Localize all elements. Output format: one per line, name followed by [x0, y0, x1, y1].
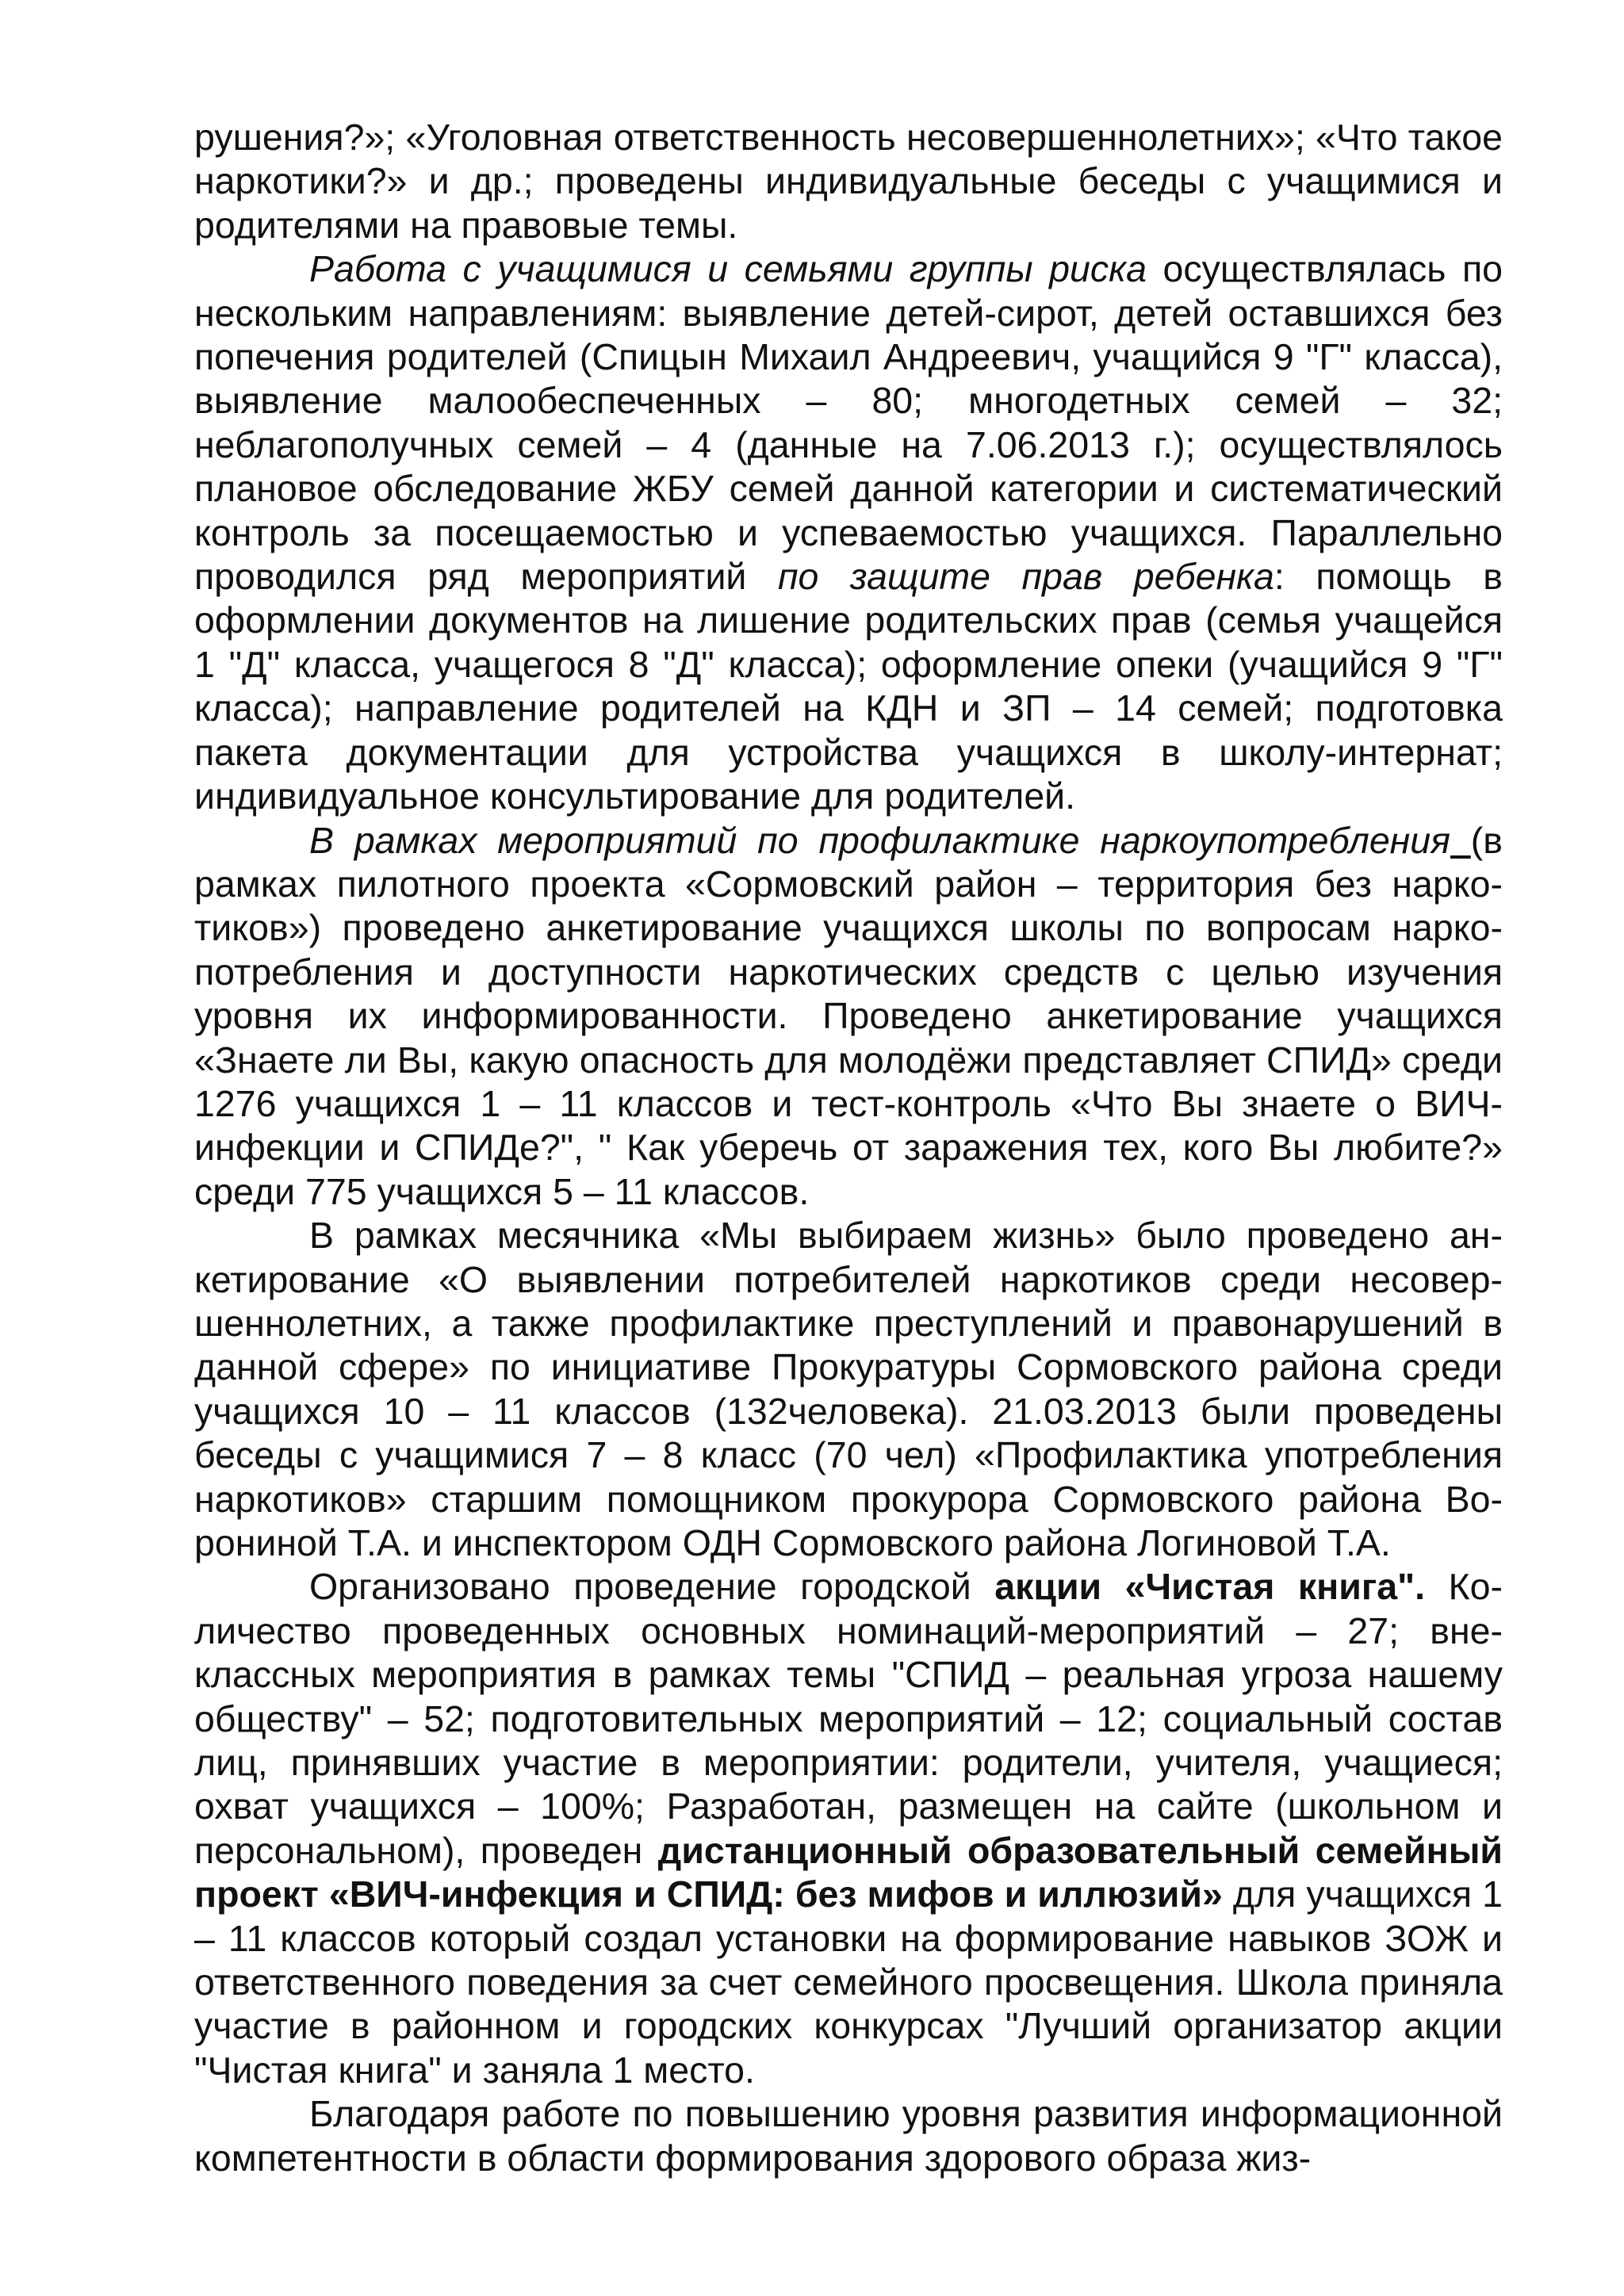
paragraph-3-text: (в рамках пилотного проекта «Сормовский район – территория без наркотиков») проведено анкетирование учащихся школы по вопросам наркопотребления и доступности наркотических средств с целью изучения уровня их информированности. Проведено анкетирование учащихся «Знаете ли Вы, какую опасность для молодёжи представляет СПИД» среди 1276 учащихся 1 – 11 классов и тест-контроль «Что Вы знаете о ВИЧ-инфекции и СПИДе?", " Как уберечь от заражения тех, кого Вы любите?» среди 775 учащихся 5 – 11 классов. [194, 819, 1503, 1212]
paragraph-5-bold-project-name: дистанционный образовательный семейный проект «ВИЧ-инфекция и СПИД: без мифов и иллюзий» [194, 1829, 1503, 1915]
paragraph-3 [194, 819, 1503, 1215]
paragraph-5-bold-action-name: акции «Чистая книга". [994, 1566, 1426, 1608]
paragraph-2-italic-phrase: по защите прав ребенка [777, 556, 1274, 598]
paragraph-2-italic-heading: Работа с учащимися и семьями группы риска [309, 248, 1147, 290]
paragraph-3-underlined-space [1450, 820, 1471, 861]
paragraph-2 [194, 247, 1503, 818]
paragraph-2-text: осуществлялась по нескольким направлениям: выявление детей-сирот, детей оставшихся без попечения родителей (Спицын Михаил Андреевич, учащийся 9 "Г" класса), выявление малообеспеченных – 80; многодетных семей – 32; неблагополучных семей – 4 (данные на 7.06.2013 г.); осуществлялось плановое обследование ЖБУ семей данной категории и систематический контроль за посещаемостью и успеваемостью учащихся. Параллельно проводился ряд мероприятий [194, 248, 1503, 598]
paragraph-3-italic-heading: В рамках мероприятий по профилактике наркоупотребления [309, 819, 1450, 861]
paragraph-1-text: рушения?»; «Уголовная ответственность несовершеннолетних»; «Что такое наркотики?» и др.; проведены индивидуальные беседы с учащимися и родителями на правовые темы. [194, 117, 1503, 246]
paragraph-6-text: Благодаря работе по повышению уровня развития информационной компетентности в области формирования здорового образа жиз- [194, 2093, 1503, 2179]
paragraph-5-text-end: для учащихся 1 – 11 классов который создал установки на формирование навыков ЗОЖ и ответственного поведения за счет семейного просвещения. Школа приняла участие в районном и городских конкурсах "Лучший организатор акции "Чистая книга" и заняла 1 место. [194, 1873, 1503, 2091]
paragraph-2-text-continued: : помощь в оформлении документов на лишение родительских прав (семья учащейся 1 "Д" класса, учащегося 8 "Д" класса); оформление опеки (учащийся 9 "Г" класса); направление родителей на КДН и ЗП – 14 семей; подготовка пакета документации для устройства учащихся в школу-интернат; индивидуальное консультирование для родителей. [194, 556, 1503, 817]
paragraph-5-text-continued: Количество проведенных основных номинаций-мероприятий – 27; внеклассных мероприятия в рамках темы "СПИД – реальная угроза нашему обществу" – 52; подготовительных мероприятий – 12; социальный состав лиц, принявших участие в мероприятии: родители, учителя, учащиеся; охват учащихся – 100%; Разработан, размещен на сайте (школьном и персональном), проведен [194, 1566, 1503, 1871]
paragraph-5 [194, 1565, 1503, 2092]
paragraph-1 [194, 116, 1503, 247]
paragraph-5-text: Организовано проведение городской [309, 1566, 995, 1608]
paragraph-6 [194, 2092, 1503, 2180]
paragraph-4-text: В рамках месячника «Мы выбираем жизнь» было проведено анкетирование «О выявлении потребителей наркотиков среди несовершеннолетних, а также профилактике преступлений и правонарушений в данной сфере» по инициативе Прокуратуры Сормовского района среди учащихся 10 – 11 классов (132человека). 21.03.2013 были проведены беседы с учащимися 7 – 8 класс (70 чел) «Профилактика употребления наркотиков» старшим помощником прокурора Сормовского района Ворониной Т.А. и инспектором ОДН Сормовского района Логиновой Т.А. [194, 1215, 1503, 1563]
paragraph-4 [194, 1214, 1503, 1565]
document-page [194, 116, 1503, 2180]
